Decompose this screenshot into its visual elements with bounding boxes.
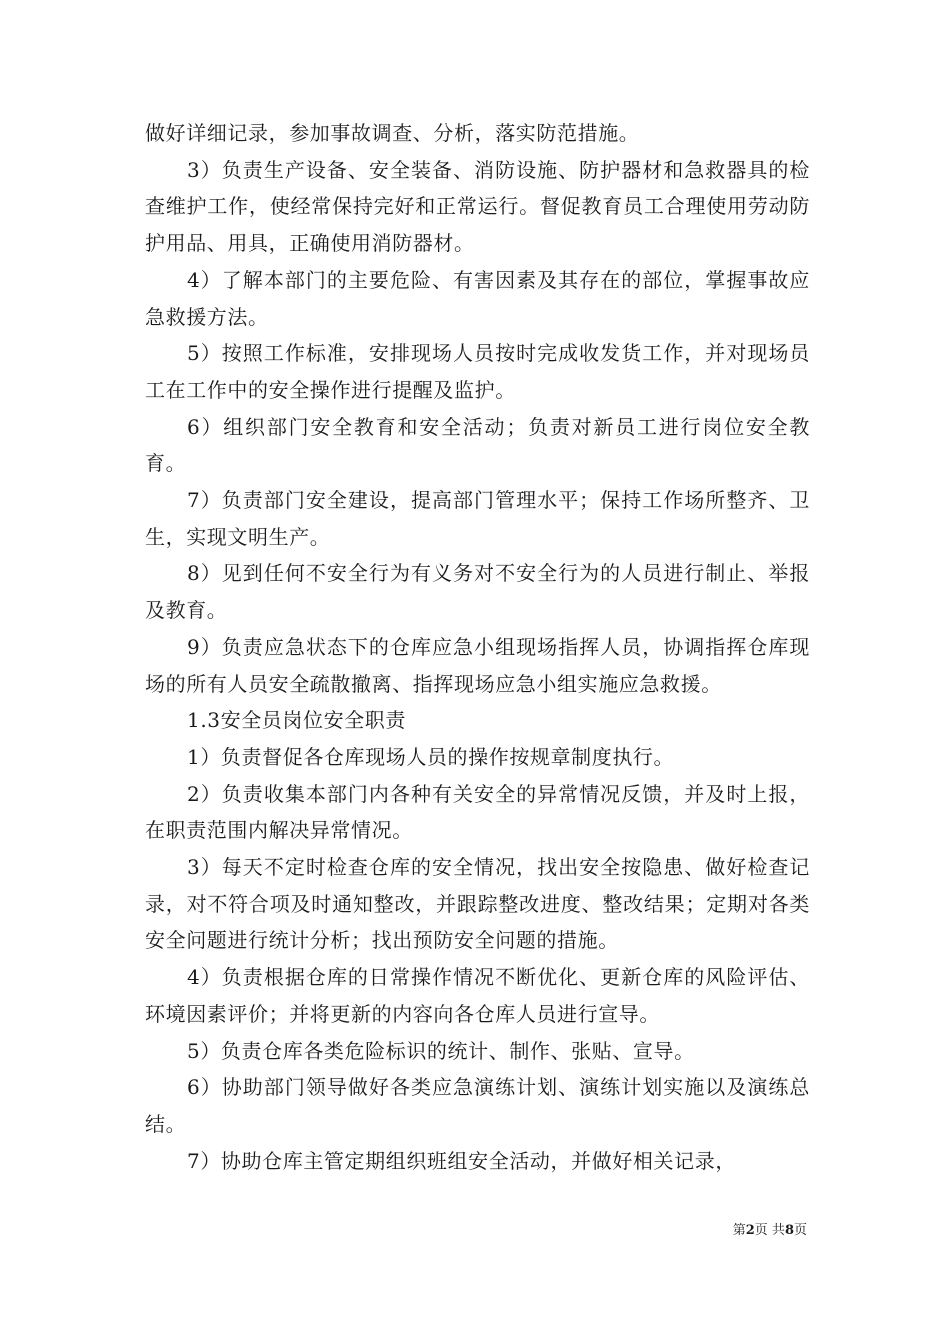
section-heading: 1.3安全员岗位安全职责: [187, 708, 407, 733]
paragraph: 2）负责收集本部门内各种有关安全的异常情况反馈，并及时上报，在职责范围内解决异常情况。: [145, 781, 810, 843]
paragraph: 6）协助部门领导做好各类应急演练计划、演练计划实施以及演练总结。: [145, 1075, 810, 1136]
paragraph: 7）负责部门安全建设，提高部门管理水平；保持工作场所整齐、卫生，实现文明生产。: [145, 488, 810, 549]
paragraph: 1）负责督促各仓库现场人员的操作按规章制度执行。: [187, 744, 675, 769]
total-page-number: 8: [784, 1223, 794, 1238]
paragraph: 4）了解本部门的主要危险、有害因素及其存在的部位，掌握事故应急救援方法。: [145, 267, 810, 329]
page-footer: [733, 1222, 807, 1240]
paragraph: 3）每天不定时检查仓库的安全情况，找出安全按隐患、做好检查记录，对不符合项及时通知整改，并跟踪整改进度、整改结果；定期对各类安全问题进行统计分析；找出预防安全问题的措施。: [145, 855, 810, 953]
paragraph: 4）负责根据仓库的日常操作情况不断优化、更新仓库的风险评估、环境因素评价；并将更新的内容向各仓库人员进行宣导。: [145, 965, 810, 1026]
document-body: [145, 115, 810, 1179]
paragraph: 9）负责应急状态下的仓库应急小组现场指挥人员，协调指挥仓库现场的所有人员安全疏散撤离、指挥现场应急小组实施应急救援。: [145, 634, 810, 696]
footer-suffix: 页: [793, 1223, 807, 1238]
footer-middle: 页 共: [754, 1223, 785, 1238]
paragraph: 6）组织部门安全教育和安全活动；负责对新员工进行岗位安全教育。: [145, 414, 810, 476]
paragraph: 5）负责仓库各类危险标识的统计、制作、张贴、宣导。: [187, 1038, 695, 1063]
paragraph: 3）负责生产设备、安全装备、消防设施、防护器材和急救器具的检查维护工作，使经常保持完好和正常运行。督促教育员工合理使用劳动防护用品、用具，正确使用消防器材。: [145, 157, 810, 256]
paragraph: 8）见到任何不安全行为有义务对不安全行为的人员进行制止、举报及教育。: [145, 561, 810, 623]
footer-prefix: 第: [732, 1223, 746, 1238]
paragraph: 5）按照工作标准，安排现场人员按时完成收发货工作，并对现场员工在工作中的安全操作进行提醒及监护。: [145, 341, 810, 402]
paragraph: 7）协助仓库主管定期组织班组安全活动，并做好相关记录，: [187, 1148, 736, 1173]
current-page-number: 2: [745, 1223, 755, 1238]
paragraph: 做好详细记录，参加事故调查、分析，落实防范措施。: [145, 121, 640, 145]
